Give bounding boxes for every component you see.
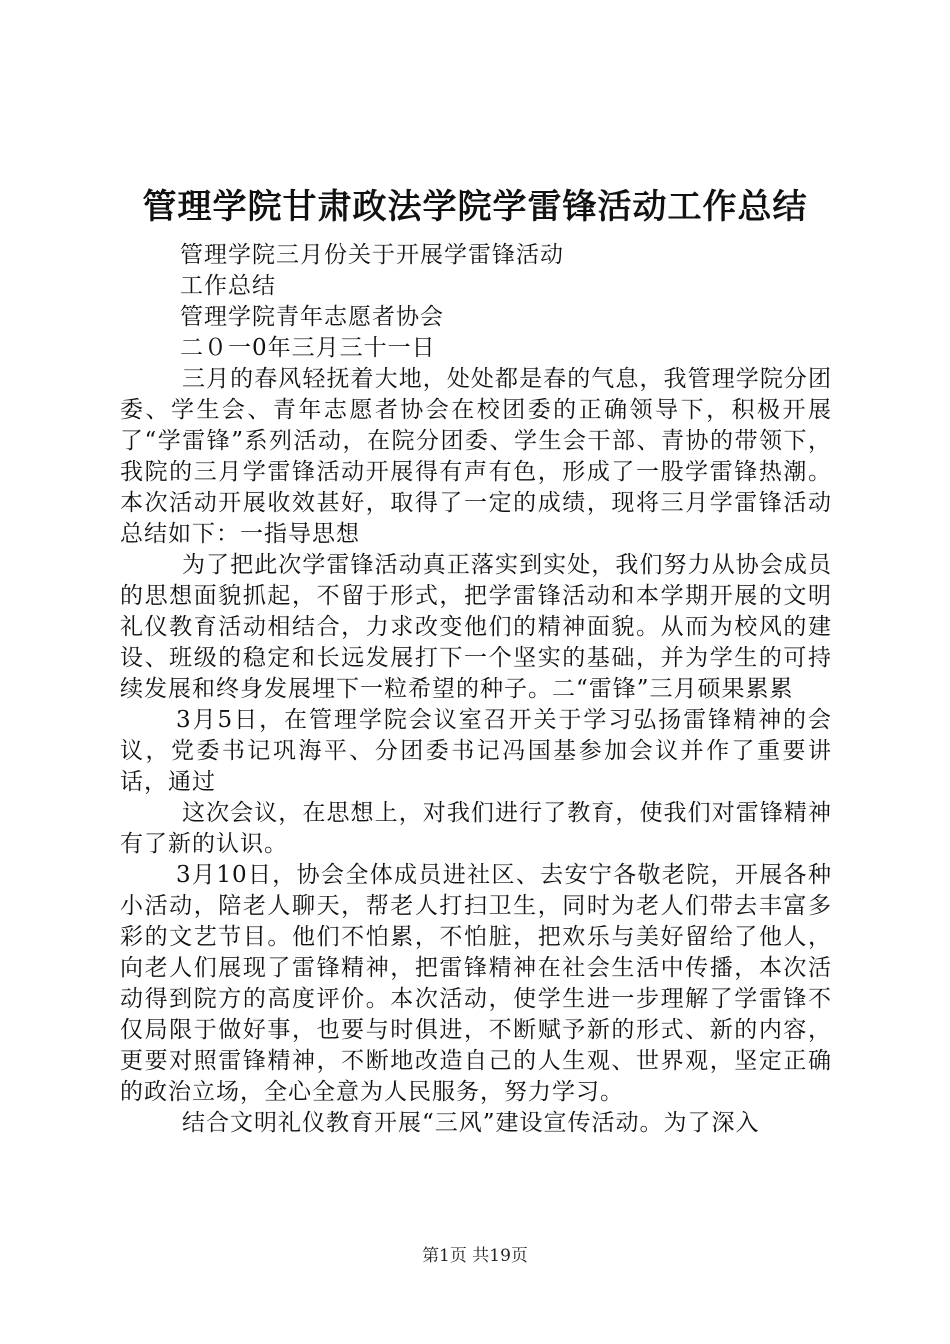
paragraph-guiding-thought: 为了把此次学雷锋活动真正落实到实处，我们努力从协会成员的思想面貌抓起，不留于形式，把学雷锋活动和本学期开展的文明礼仪教育活动相结合，力求改变他们的精神面貌。从而为校风的建设、班级的稳定和长远发展打下一个坚实的基础，并为学生的可持续发展和终身发展埋下一粒希望的种子。二“雷锋”三月硕果累累 (120, 552, 832, 702)
page-number-footer: 第1页 共19页 (422, 1246, 528, 1266)
paragraph-intro: 三月的春风轻抚着大地，处处都是春的气息，我管理学院分团委、学生会、青年志愿者协会在校团委的正确领导下，积极开展了“学雷锋”系列活动，在院分团委、学生会干部、青协的带领下，我院的三月学雷锋活动开展得有声有色，形成了一股学雷锋热潮。本次活动开展收效甚好，取得了一定的成绩，现将三月学雷锋活动总结如下：一指导思想 (120, 366, 832, 547)
document-body (120, 210, 832, 1139)
paragraph-civility-campaign: 结合文明礼仪教育开展“三风”建设宣传活动。为了深入 (182, 1110, 760, 1136)
meta-line-organization: 管理学院青年志愿者协会 (180, 304, 444, 330)
paragraph-march-10: 3月10日，协会全体成员进社区、去安宁各敬老院，开展各种小活动，陪老人聊天，帮老人打扫卫生，同时为老人们带去丰富多彩的文艺节目。他们不怕累，不怕脏，把欢乐与美好留给了他人，向老人们展现了雷锋精神，把雷锋精神在社会生活中传播，本次活动得到院方的高度评价。本次活动，使学生进一步理解了学雷锋不仅局限于做好事，也要与时俱进，不断赋予新的形式、新的内容，更要对照雷锋精神，不断地改造自己的人生观、世界观，坚定正确的政治立场，全心全意为人民服务，努力学习。 (120, 862, 832, 1105)
meta-line-date: 二０一0年三月三十一日 (180, 335, 436, 361)
meta-line-summary: 工作总结 (180, 273, 276, 299)
document-title: 管理学院甘肃政法学院学雷锋活动工作总结 (142, 187, 808, 227)
meta-line-subtitle: 管理学院三月份关于开展学雷锋活动 (180, 242, 564, 268)
paragraph-meeting-result: 这次会议，在思想上，对我们进行了教育，使我们对雷锋精神有了新的认识。 (120, 800, 832, 857)
paragraph-march-5: 3月5日，在管理学院会议室召开关于学习弘扬雷锋精神的会议，党委书记巩海平、分团委书记冯国基参加会议并作了重要讲话，通过 (120, 707, 832, 795)
